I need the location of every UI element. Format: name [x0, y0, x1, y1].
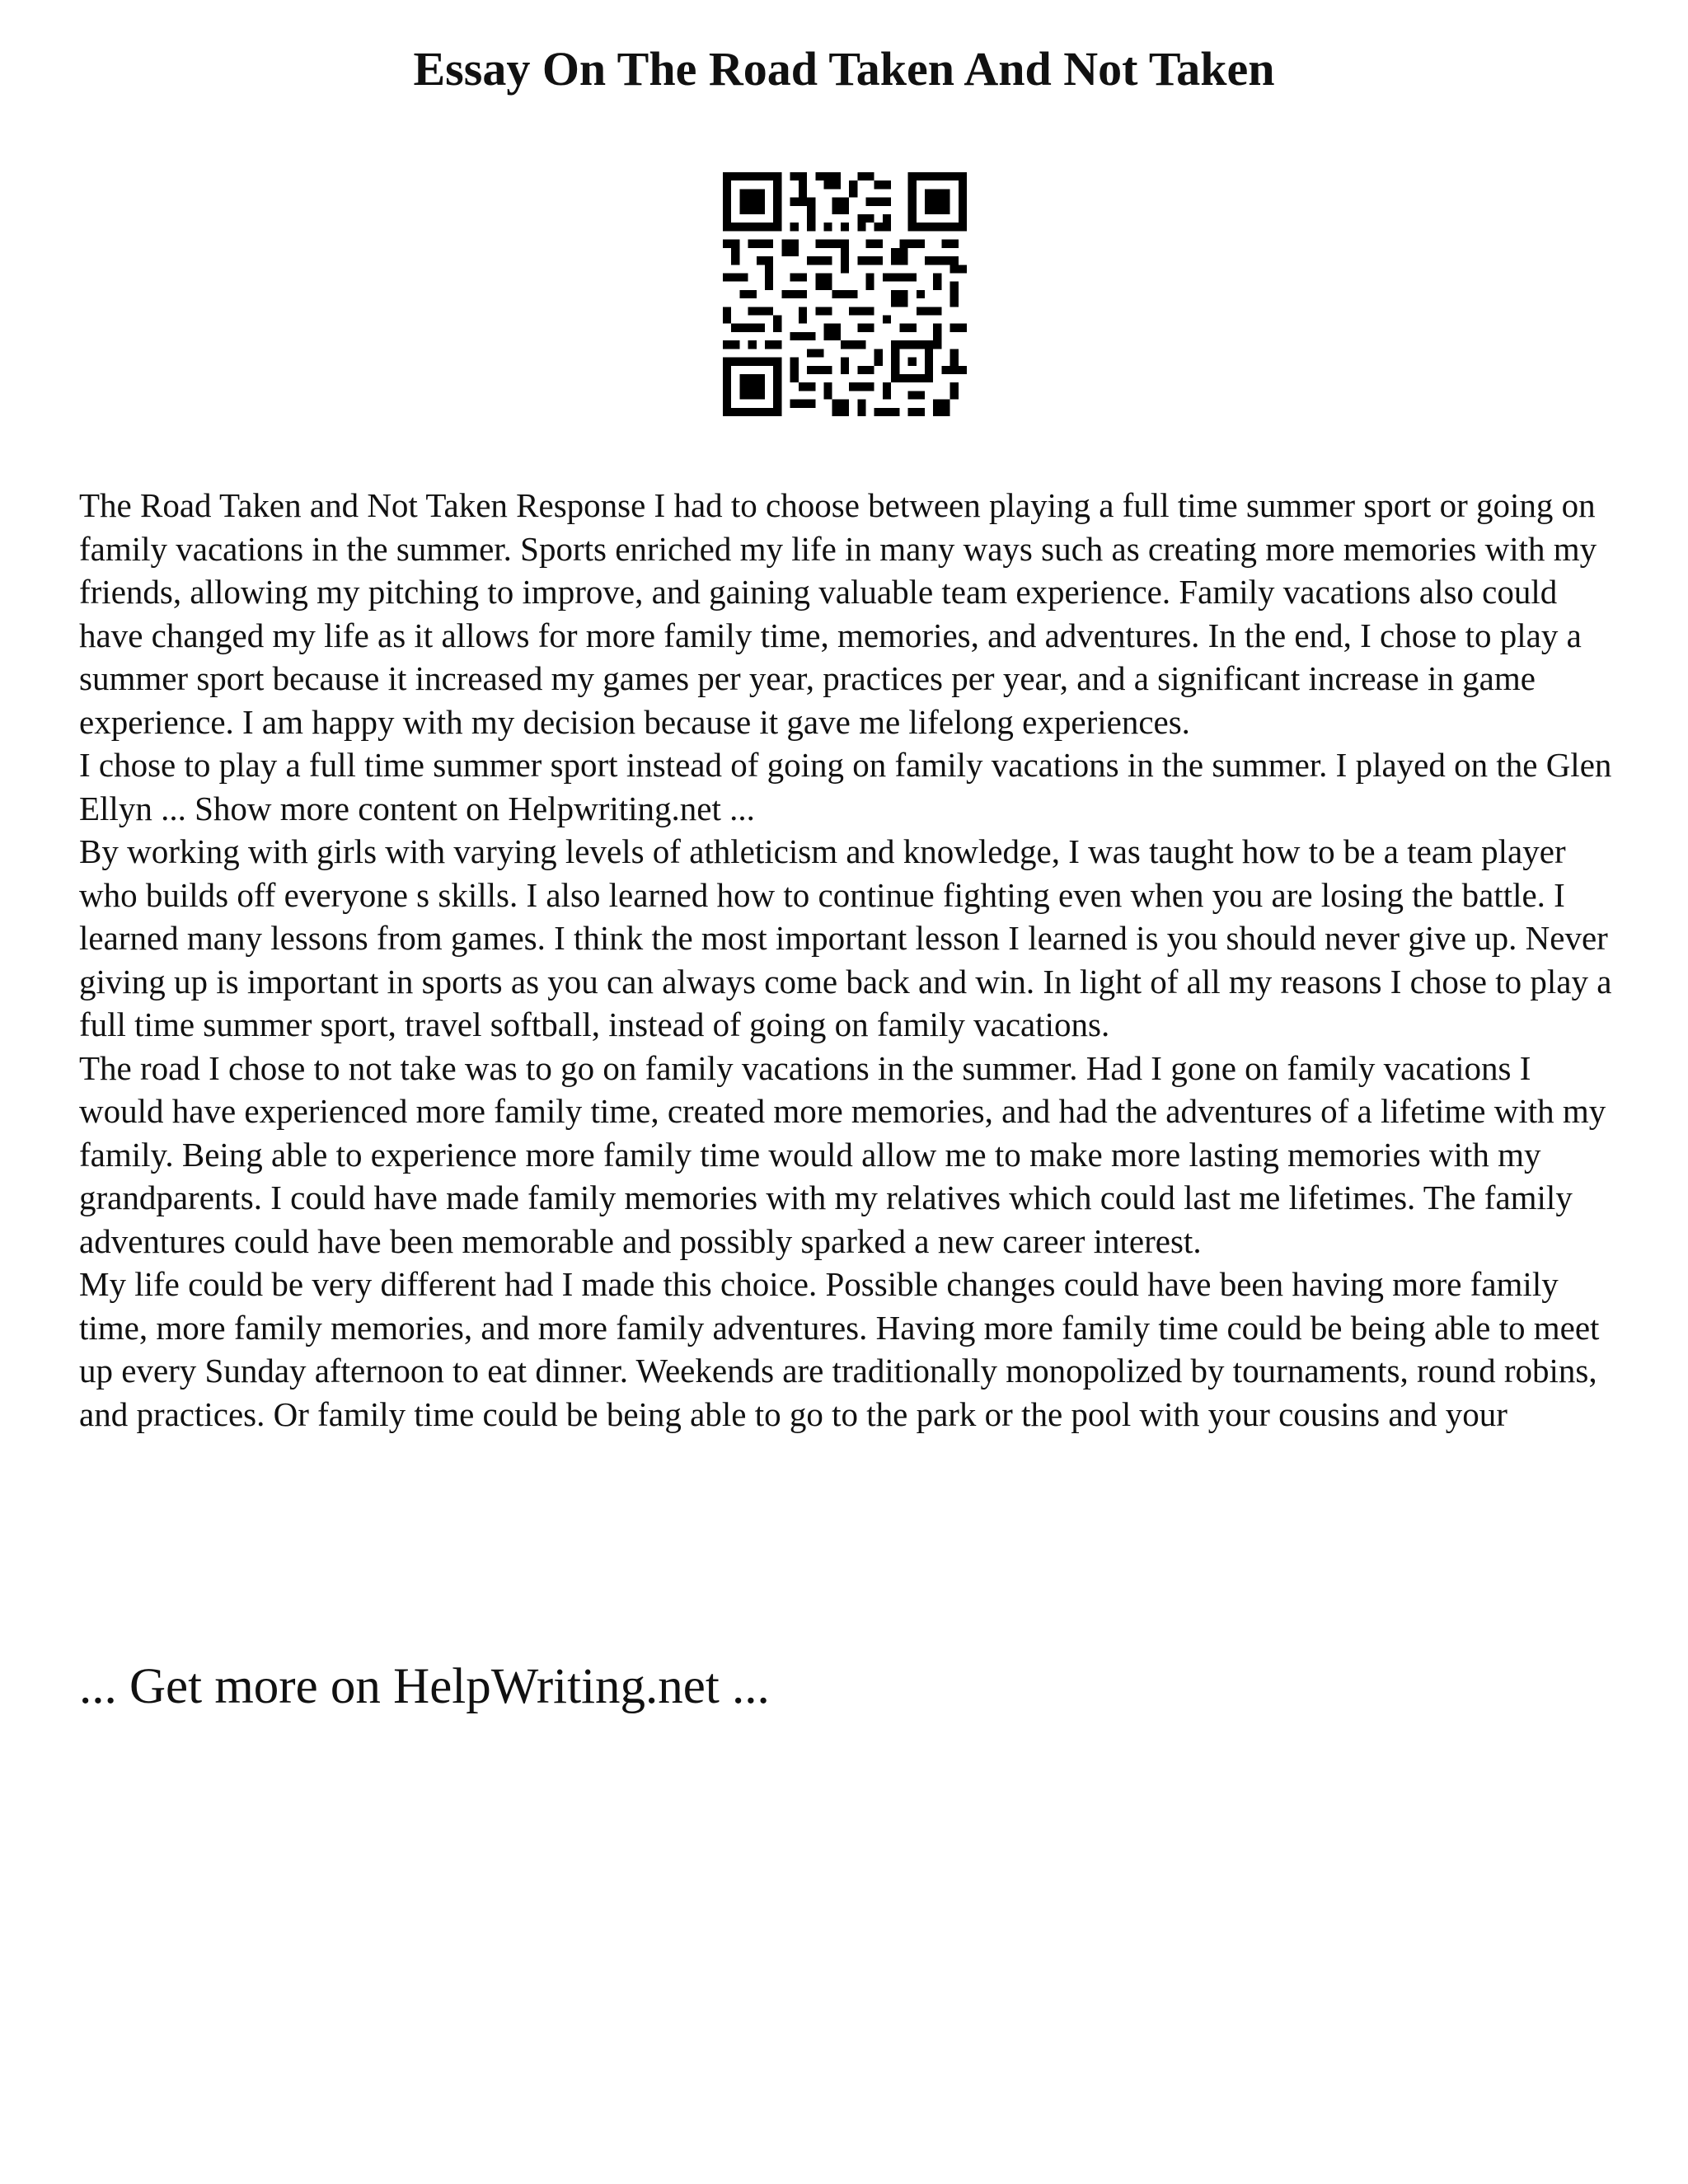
paragraph: The road I chose to not take was to go on family vacations in the summer. Had I gone on family vacations I would have experienced more family time, created more memories, and had the adventures of a lifetime with my family. Being able to experience more family time would allow me to make more lasting memories with my grandparents. I could have made family memories with my relatives which could last me lifetimes. The family adventures could have been memorable and possibly sparked a new career interest. — [79, 1048, 1606, 1260]
paragraph: By working with girls with varying levels of athleticism and knowledge, I was taught how to be a team player who builds off everyone s skills. I also learned how to continue fighting even when you are losing the battle. I learned many lessons from games. I think the most important lesson I learned is you should never give up. Never giving up is important in sports as you can always come back and win. In light of all my reasons I chose to play a full time summer sport, travel softball, instead of going on family vacations. — [79, 832, 1612, 1043]
paragraph: I chose to play a full time summer sport instead of going on family vacations in the summer. I played on the Glen Ellyn ... Show more content on Helpwriting.net ... — [79, 746, 1612, 827]
qr-code-icon — [723, 172, 967, 416]
page-title: Essay On The Road Taken And Not Taken — [413, 42, 1275, 96]
essay-body — [79, 484, 1620, 1436]
paragraph: My life could be very different had I made this choice. Possible changes could have been having more family time, more family memories, and more family adventures. Having more family time could be being able to meet up every Sunday afternoon to eat dinner. Weekends are traditionally monopolized by tournaments, round robins, and practices. Or family time could be being able to go to the park or the pool with your cousins and your — [79, 1265, 1600, 1433]
paragraph: The Road Taken and Not Taken Response I had to choose between playing a full time summer sport or going on family vacations in the summer. Sports enriched my life in many ways such as creating more memories with my friends, allowing my pitching to improve, and gaining valuable team experience. Family vacations also could have changed my life as it allows for more family time, memories, and adventures. In the end, I chose to play a summer sport because it increased my games per year, practices per year, and a significant increase in game experience. I am happy with my decision because it gave me lifelong experiences. — [79, 486, 1597, 741]
get-more-link[interactable]: ... Get more on HelpWriting.net ... — [79, 1659, 770, 1714]
